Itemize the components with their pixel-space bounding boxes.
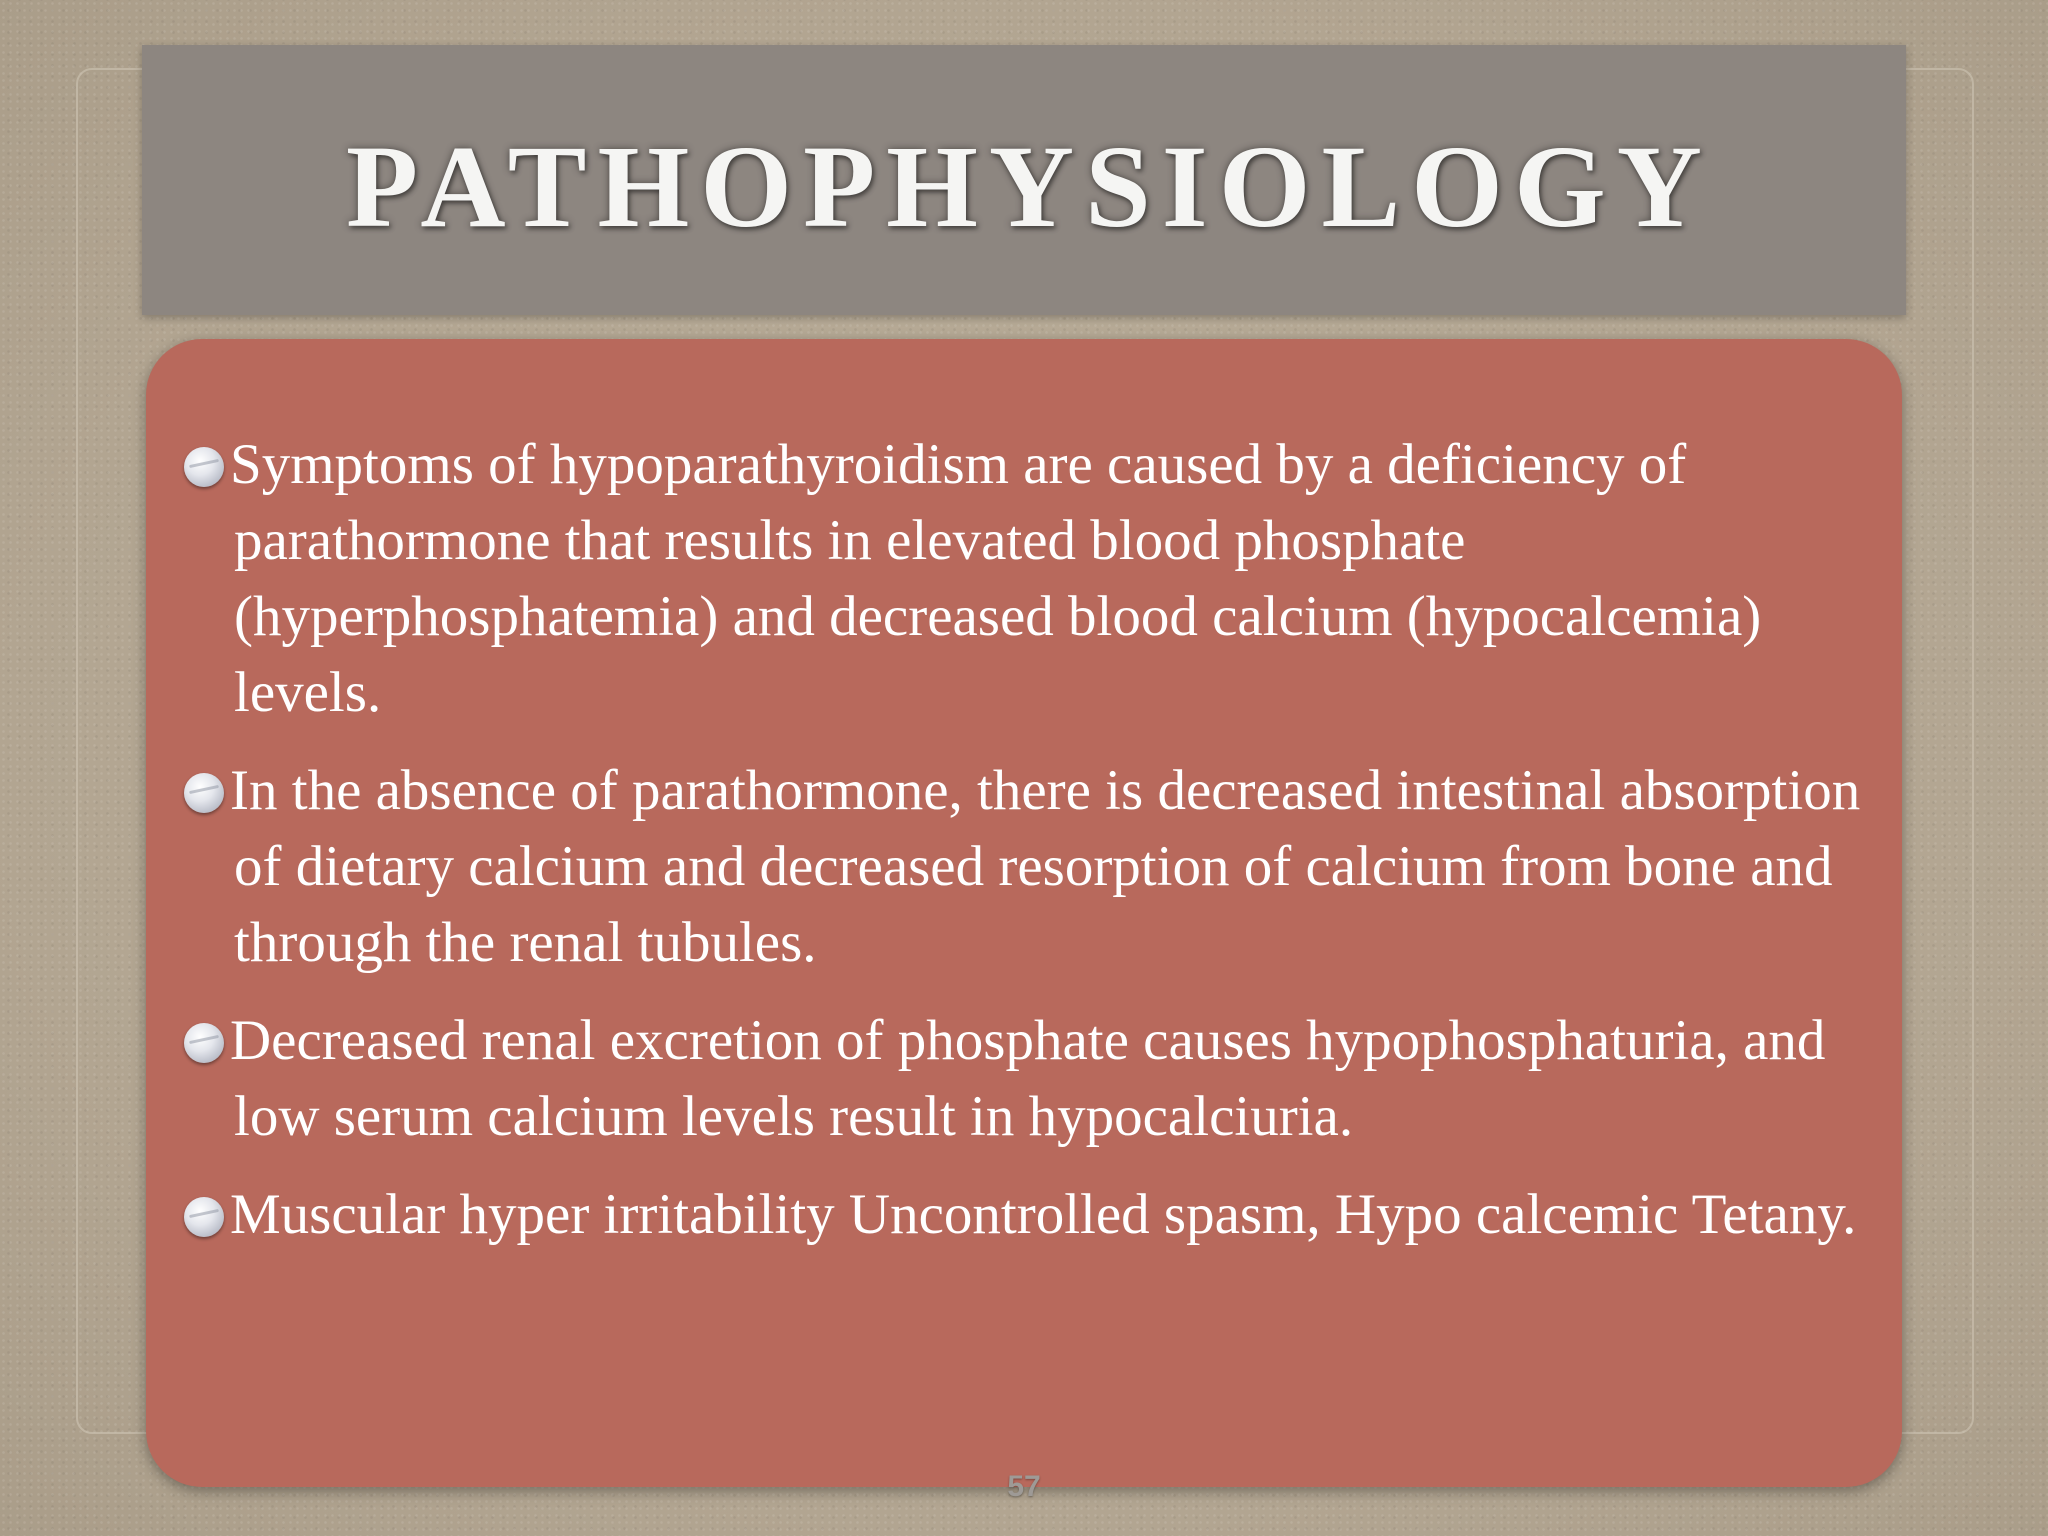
bullet-list	[190, 427, 1872, 1253]
content-box	[146, 339, 1902, 1487]
bullet-text: Symptoms of hypoparathyroidism are caused by a deficiency of parathormone that results in elevated blood phosphate (hyperphosphatemia) and decreased blood calcium (hypocalcemia) levels.	[230, 433, 1762, 724]
disc-bullet-icon	[184, 1023, 224, 1063]
page-number: 57	[1007, 1470, 1041, 1503]
bullet-text: Decreased renal excretion of phosphate causes hypophosphaturia, and low serum calcium levels result in hypocalciuria.	[230, 1009, 1826, 1148]
bullet-item	[190, 427, 1872, 731]
slide-title: PATHOPHYSIOLOGY	[346, 121, 1713, 252]
bullet-text: In the absence of parathormone, there is decreased intestinal absorption of dietary calcium and decreased resorption of calcium from bone and through the renal tubules.	[230, 759, 1861, 974]
bullet-item	[190, 1177, 1872, 1253]
disc-bullet-icon	[184, 447, 224, 487]
title-band	[142, 45, 1906, 315]
disc-bullet-icon	[184, 773, 224, 813]
bullet-item	[190, 1003, 1872, 1155]
bullet-item	[190, 753, 1872, 981]
bullet-text: Muscular hyper irritability Uncontrolled spasm, Hypo calcemic Tetany.	[230, 1183, 1857, 1246]
disc-bullet-icon	[184, 1197, 224, 1237]
